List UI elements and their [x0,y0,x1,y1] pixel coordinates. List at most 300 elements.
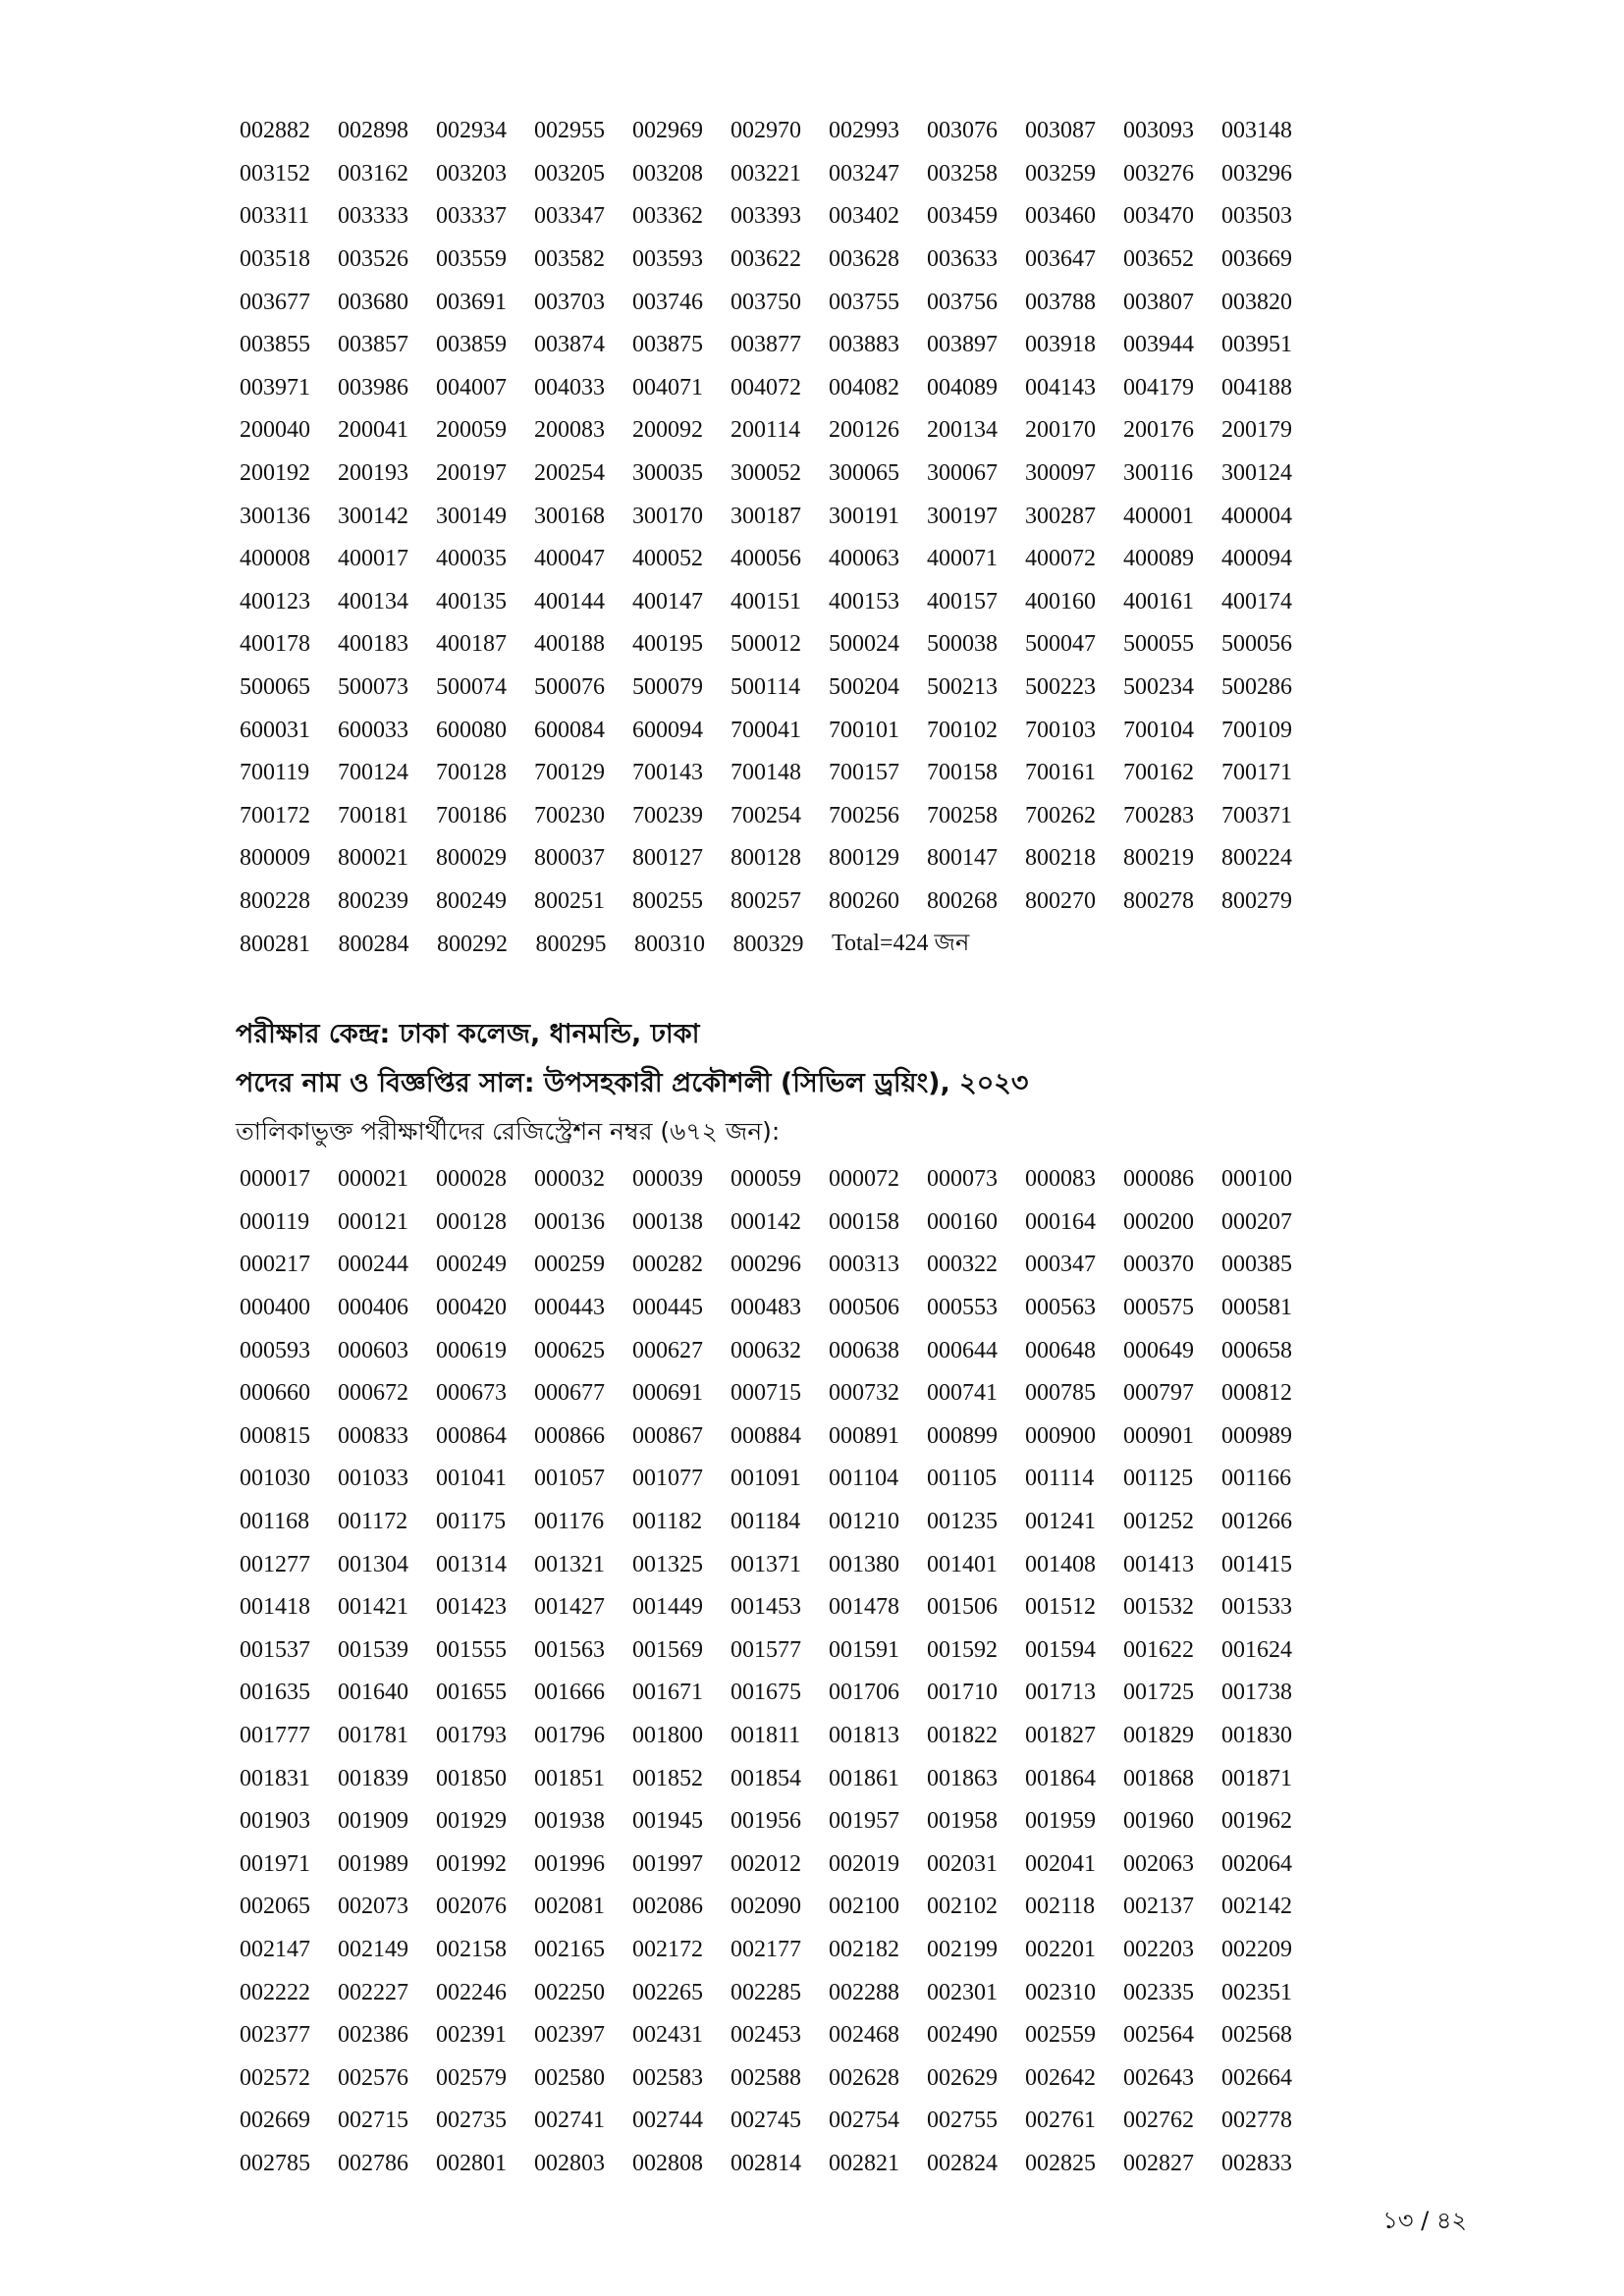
registration-number: 400151 [731,588,801,614]
registration-number: 400094 [1221,546,1292,572]
registration-number: 002825 [1025,2150,1096,2176]
registration-number: 500012 [731,631,801,658]
registration-number: 002177 [731,1936,801,1962]
number-row [240,153,1320,196]
registration-number: 002629 [927,2064,998,2091]
registration-number: 003296 [1221,160,1292,187]
registration-number: 002778 [1221,2108,1292,2134]
registration-number: 003755 [829,289,899,315]
registration-number: 001854 [731,1765,801,1791]
registration-number: 003393 [731,203,801,230]
registration-number: 000867 [632,1422,703,1449]
number-row [240,1372,1320,1415]
registration-number: 002882 [240,118,310,144]
registration-number: 200176 [1123,417,1194,444]
registration-number: 000815 [240,1422,310,1449]
registration-number: 003807 [1123,289,1194,315]
registration-number: 001184 [731,1509,801,1535]
registration-number: 003152 [240,160,310,187]
registration-number: 003593 [632,246,703,273]
registration-number: 002090 [731,1894,801,1920]
registration-number: 003148 [1221,118,1292,144]
registration-number: 001266 [1221,1509,1292,1535]
registration-number: 002064 [1221,1850,1292,1877]
exam-center-heading: পরীক্ষার কেন্দ্র: ঢাকা কলেজ, ধানমন্ডি, ঢাকা [236,1019,700,1049]
registration-number: 001423 [436,1594,507,1621]
number-row [240,709,1320,752]
number-row [240,324,1320,367]
number-row [240,667,1320,710]
registration-number: 800257 [731,887,801,914]
registration-number: 002386 [338,2022,408,2049]
registration-number: 000483 [731,1295,801,1321]
registration-number: 002265 [632,1979,703,2005]
registration-number: 002102 [927,1894,998,1920]
number-row [240,795,1320,838]
registration-number: 000164 [1025,1208,1096,1235]
registration-number: 003203 [436,160,507,187]
registration-number: 000575 [1123,1295,1194,1321]
registration-number: 400008 [240,546,310,572]
registration-number-list-1 [240,110,1320,966]
registration-number: 400195 [632,631,703,658]
registration-number: 000136 [534,1208,605,1235]
registration-number: 700371 [1221,802,1292,828]
registration-number: 200254 [534,460,605,487]
registration-number: 002827 [1123,2150,1194,2176]
registration-number: 003750 [731,289,801,315]
registration-number: 300136 [240,503,310,529]
registration-number: 003402 [829,203,899,230]
registration-number: 002222 [240,1979,310,2005]
registration-number: 002583 [632,2064,703,2091]
registration-number: 001563 [534,1636,605,1663]
registration-number: 000443 [534,1295,605,1321]
registration-number: 700171 [1221,760,1292,786]
registration-number: 300142 [338,503,408,529]
registration-number: 001655 [436,1680,507,1706]
registration-number: 400123 [240,588,310,614]
registration-number: 003559 [436,246,507,273]
registration-number: 400071 [927,546,998,572]
registration-number: 400017 [338,546,408,572]
registration-number: 800129 [829,845,899,872]
registration-number: 001624 [1221,1636,1292,1663]
registration-number: 300197 [927,503,998,529]
registration-number: 002761 [1025,2108,1096,2134]
registration-number: 001380 [829,1551,899,1577]
registration-number: 500074 [436,674,507,701]
registration-number: 001077 [632,1466,703,1492]
registration-number: 002012 [731,1850,801,1877]
registration-number: 400063 [829,546,899,572]
registration-number: 001371 [731,1551,801,1577]
registration-number: 001104 [829,1466,899,1492]
registration-number: 000400 [240,1295,310,1321]
registration-number: 001172 [338,1509,408,1535]
registration-number: 700262 [1025,802,1096,828]
registration-number: 200179 [1221,417,1292,444]
registration-number: 001960 [1123,1808,1194,1835]
registration-number: 300168 [534,503,605,529]
number-row [240,1201,1320,1245]
registration-number: 001569 [632,1636,703,1663]
registration-number: 000866 [534,1422,605,1449]
registration-number: 800147 [927,845,998,872]
registration-number: 600033 [338,717,408,743]
registration-number: 000086 [1123,1166,1194,1193]
registration-number: 001962 [1221,1808,1292,1835]
registration-number: 000249 [436,1252,507,1278]
registration-number: 001241 [1025,1509,1096,1535]
registration-number: 003857 [338,332,408,358]
registration-number: 700124 [338,760,408,786]
registration-number: 003526 [338,246,408,273]
registration-number: 700186 [436,802,507,828]
registration-number: 700258 [927,802,998,828]
registration-number: 002628 [829,2064,899,2091]
registration-number: 001114 [1025,1466,1095,1492]
registration-number: 800219 [1123,845,1194,872]
number-row [240,495,1320,538]
registration-number: 300097 [1025,460,1096,487]
registration-number: 200092 [632,417,703,444]
number-row [240,2143,1320,2186]
registration-number: 000732 [829,1380,899,1407]
registration-number: 500204 [829,674,899,701]
number-row [240,1715,1320,1758]
registration-number: 001325 [632,1551,703,1577]
registration-number: 003756 [927,289,998,315]
registration-number: 003162 [338,160,408,187]
post-name-heading: পদের নাম ও বিজ্ঞপ্তির সাল: উপসহকারী প্রকৌশলী (সিভিল ড্রয়িং), ২০২৩ [236,1068,1029,1098]
registration-number: 003205 [534,160,605,187]
registration-number: 000142 [731,1208,801,1235]
registration-number: 001850 [436,1765,507,1791]
registration-number: 200197 [436,460,507,487]
registration-number: 003337 [436,203,507,230]
registration-number: 003918 [1025,332,1096,358]
registration-number: 002165 [534,1936,605,1962]
registration-number: 000158 [829,1208,899,1235]
registration-number: 002803 [534,2150,605,2176]
registration-number: 700256 [829,802,899,828]
registration-number: 300067 [927,460,998,487]
registration-number: 001929 [436,1808,507,1835]
registration-number: 400035 [436,546,507,572]
registration-number: 003333 [338,203,408,230]
registration-number: 004007 [436,374,507,400]
registration-number: 000121 [338,1208,408,1235]
registration-number: 000370 [1123,1252,1194,1278]
registration-number: 800127 [632,845,703,872]
registration-number: 800037 [534,845,605,872]
registration-number: 000627 [632,1337,703,1363]
registration-number: 002955 [534,118,605,144]
registration-number: 500213 [927,674,998,701]
registration-number: 300116 [1123,460,1194,487]
registration-number: 000833 [338,1422,408,1449]
registration-number: 600084 [534,717,605,743]
registration-number: 004143 [1025,374,1096,400]
registration-number: 500079 [632,674,703,701]
registration-number: 800310 [634,931,705,957]
registration-number: 001971 [240,1850,310,1877]
registration-number: 500056 [1221,631,1292,658]
registration-number: 002490 [927,2022,998,2049]
registration-number: 000200 [1123,1208,1194,1235]
registration-number: 500038 [927,631,998,658]
registration-number: 400056 [731,546,801,572]
registration-number: 700230 [534,802,605,828]
registration-number-list-2 [240,1158,1320,2185]
registration-number: 002745 [731,2108,801,2134]
registration-number: 002468 [829,2022,899,2049]
registration-number: 003628 [829,246,899,273]
registration-number: 003877 [731,332,801,358]
registration-number: 000021 [338,1166,408,1193]
registration-number: 000313 [829,1252,899,1278]
registration-number: 000563 [1025,1295,1096,1321]
registration-number: 002201 [1025,1936,1096,1962]
registration-number: 002786 [338,2150,408,2176]
registration-number: 000553 [927,1295,998,1321]
registration-number: 003859 [436,332,507,358]
registration-number: 002969 [632,118,703,144]
registration-number: 001427 [534,1594,605,1621]
number-row [240,581,1320,624]
registration-number: 001871 [1221,1765,1292,1791]
number-row [240,2056,1320,2100]
registration-number: 003788 [1025,289,1096,315]
registration-number: 001956 [731,1808,801,1835]
registration-number: 000644 [927,1337,998,1363]
registration-number: 002808 [632,2150,703,2176]
registration-number: 800295 [535,931,607,957]
registration-number: 001640 [338,1680,408,1706]
registration-number: 000797 [1123,1380,1194,1407]
registration-number: 800255 [632,887,703,914]
registration-number: 400135 [436,588,507,614]
registration-number: 002147 [240,1936,310,1962]
number-row [240,1800,1320,1843]
registration-number: 001321 [534,1551,605,1577]
registration-number: 400004 [1221,503,1292,529]
registration-number: 001957 [829,1808,899,1835]
registration-number: 003087 [1025,118,1096,144]
number-row [240,2014,1320,2057]
registration-number: 003855 [240,332,310,358]
registration-number: 700172 [240,802,310,828]
registration-number: 300149 [436,503,507,529]
registration-number: 001666 [534,1680,605,1706]
registration-number: 200134 [927,417,998,444]
registration-number: 003622 [731,246,801,273]
registration-number: 001958 [927,1808,998,1835]
registration-number: 001831 [240,1765,310,1791]
registration-number: 000073 [927,1166,998,1193]
registration-number: 001996 [534,1850,605,1877]
registration-number: 500076 [534,674,605,701]
registration-number: 000884 [731,1422,801,1449]
registration-number: 000119 [240,1208,310,1235]
registration-number: 002063 [1123,1850,1194,1877]
registration-number: 000899 [927,1422,998,1449]
registration-number: 001793 [436,1723,507,1749]
number-row [240,1501,1320,1544]
registration-number: 002643 [1123,2064,1194,2091]
registration-number: 001304 [338,1551,408,1577]
registration-number: 001710 [927,1680,998,1706]
registration-number: 500065 [240,674,310,701]
registration-number: 001822 [927,1723,998,1749]
number-row [240,1629,1320,1673]
registration-number: 003677 [240,289,310,315]
number-row [240,623,1320,667]
registration-number: 000625 [534,1337,605,1363]
registration-number: 002288 [829,1979,899,2005]
registration-number: 002019 [829,1850,899,1877]
registration-number: 500055 [1123,631,1194,658]
number-row [240,110,1320,153]
registration-number: 400089 [1123,546,1194,572]
registration-number: 002754 [829,2108,899,2134]
registration-number: 003459 [927,203,998,230]
candidate-list-subheading: তালিকাভুক্ত পরীক্ষার্থীদের রেজিস্ট্রেশন নম্বর (৬৭২ জন): [236,1117,781,1146]
registration-number: 001777 [240,1723,310,1749]
registration-number: 000244 [338,1252,408,1278]
registration-number: 001997 [632,1850,703,1877]
number-row [240,881,1320,924]
registration-number: 001945 [632,1808,703,1835]
registration-number: 002755 [927,2108,998,2134]
registration-number: 002031 [927,1850,998,1877]
registration-number: 001537 [240,1636,310,1663]
registration-number: 003897 [927,332,998,358]
registration-number: 001057 [534,1466,605,1492]
registration-number: 800270 [1025,887,1096,914]
registration-number: 500024 [829,631,899,658]
registration-number: 004033 [534,374,605,400]
registration-number: 700041 [731,717,801,743]
registration-number: 003460 [1025,203,1096,230]
registration-number: 300035 [632,460,703,487]
registration-number: 000648 [1025,1337,1096,1363]
registration-number: 001125 [1123,1466,1194,1492]
registration-number: 000207 [1221,1208,1292,1235]
registration-number: 003208 [632,160,703,187]
number-row [240,1886,1320,1929]
registration-number: 001235 [927,1509,998,1535]
registration-number: 300187 [731,503,801,529]
registration-number: 002564 [1123,2022,1194,2049]
number-row [240,1287,1320,1330]
registration-number: 002041 [1025,1850,1096,1877]
registration-number: 000039 [632,1166,703,1193]
registration-number: 700104 [1123,717,1194,743]
registration-number: 002735 [436,2108,507,2134]
registration-number: 001408 [1025,1551,1096,1577]
registration-number: 001864 [1025,1765,1096,1791]
registration-number: 800279 [1221,887,1292,914]
registration-number: 002785 [240,2150,310,2176]
registration-number: 002065 [240,1894,310,1920]
registration-number: 500223 [1025,674,1096,701]
registration-number: 400147 [632,588,703,614]
registration-number: 001418 [240,1594,310,1621]
registration-number: 400161 [1123,588,1194,614]
registration-number: 001671 [632,1680,703,1706]
registration-number: 001706 [829,1680,899,1706]
registration-number: 000138 [632,1208,703,1235]
registration-number: 400174 [1221,588,1292,614]
registration-number: 004179 [1123,374,1194,400]
registration-number: 400178 [240,631,310,658]
registration-number: 001851 [534,1765,605,1791]
registration-number: 001839 [338,1765,408,1791]
registration-number: 000017 [240,1166,310,1193]
registration-number: 700162 [1123,760,1194,786]
registration-number: 001992 [436,1850,507,1877]
registration-number: 001033 [338,1466,408,1492]
registration-number: 000059 [731,1166,801,1193]
registration-number: 001176 [534,1509,605,1535]
registration-number: 001827 [1025,1723,1096,1749]
registration-number: 001861 [829,1765,899,1791]
registration-number: 000900 [1025,1422,1096,1449]
registration-number: 800218 [1025,845,1096,872]
registration-number: 001675 [731,1680,801,1706]
number-row [240,367,1320,410]
registration-number: 003258 [927,160,998,187]
registration-number: 800021 [338,845,408,872]
registration-number: 500234 [1123,674,1194,701]
registration-number: 400052 [632,546,703,572]
registration-number: 002572 [240,2064,310,2091]
number-row [240,1843,1320,1887]
registration-number: 700157 [829,760,899,786]
registration-number: 003652 [1123,246,1194,273]
registration-number: 002149 [338,1936,408,1962]
registration-number: 004188 [1221,374,1292,400]
registration-number: 003503 [1221,203,1292,230]
registration-number: 001166 [1221,1466,1292,1492]
registration-number: 700158 [927,760,998,786]
registration-number: 001182 [632,1509,703,1535]
registration-number: 500286 [1221,674,1292,701]
registration-number: 700129 [534,760,605,786]
registration-number: 200170 [1025,417,1096,444]
registration-number: 002100 [829,1894,899,1920]
registration-number: 001512 [1025,1594,1096,1621]
registration-number: 200059 [436,417,507,444]
registration-number: 000100 [1221,1166,1292,1193]
number-row [240,453,1320,496]
number-row [240,1672,1320,1715]
registration-number: 000322 [927,1252,998,1278]
registration-number: 004082 [829,374,899,400]
registration-number: 003691 [436,289,507,315]
number-row [240,1415,1320,1459]
registration-number: 003746 [632,289,703,315]
registration-number: 002669 [240,2108,310,2134]
registration-number: 001713 [1025,1680,1096,1706]
registration-number: 700102 [927,717,998,743]
registration-number: 002431 [632,2022,703,2049]
registration-number: 003221 [731,160,801,187]
registration-number: 500114 [731,674,801,701]
registration-number: 400153 [829,588,899,614]
